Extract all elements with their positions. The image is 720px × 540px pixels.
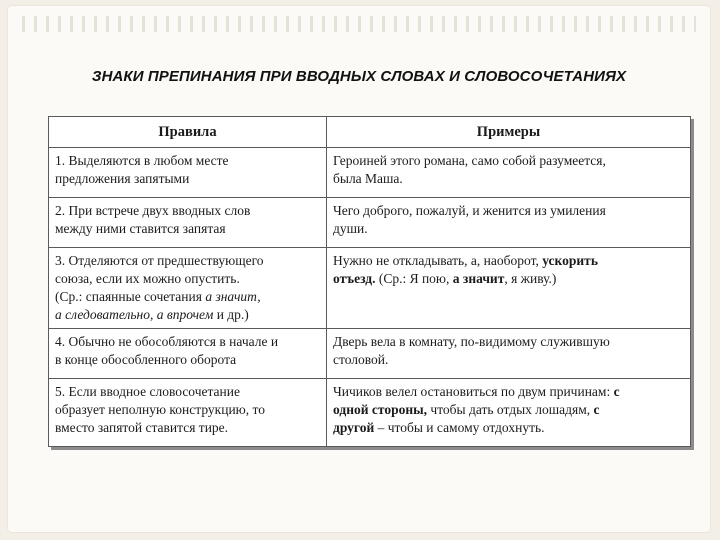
cell-text: ускорить: [542, 253, 598, 268]
table-row: [49, 148, 691, 198]
cell-text: 1. Выделяются в любом месте: [55, 153, 229, 168]
cell-line: [55, 401, 320, 419]
cell-line: [333, 401, 684, 419]
cell-line: [333, 152, 684, 170]
table-row: [49, 248, 691, 329]
cell-text: (Ср.: спаянные сочетания: [55, 289, 206, 304]
cell-line: [333, 252, 684, 270]
cell-text: 2. При встрече двух вводных слов: [55, 203, 251, 218]
cell-line: [55, 351, 320, 369]
cell-text: одной стороны,: [333, 402, 428, 417]
table-row: [49, 329, 691, 379]
rule-cell: [49, 329, 327, 379]
cell-text: (Ср.: Я пою,: [375, 271, 453, 286]
rule-cell: [49, 379, 327, 447]
cell-text: в конце обособленного оборота: [55, 352, 237, 367]
cell-line: [333, 170, 684, 188]
cell-line: [55, 383, 320, 401]
cell-text: союза, если их можно опустить.: [55, 271, 240, 286]
cell-text: между ними ставится запятая: [55, 221, 226, 236]
column-header-rules: Правила: [49, 117, 327, 148]
slide: [8, 6, 710, 532]
table-row: [49, 379, 691, 447]
cell-line: [55, 333, 320, 351]
cell-text: предложения запятыми: [55, 171, 190, 186]
page-title: ЗНАКИ ПРЕПИНАНИЯ ПРИ ВВОДНЫХ СЛОВАХ И СЛОВОСОЧЕТАНИЯХ: [91, 68, 627, 85]
cell-line: [333, 202, 684, 220]
cell-text: и др.): [213, 307, 249, 322]
cell-text: души.: [333, 221, 368, 236]
table-header-row: [49, 117, 691, 148]
cell-line: [55, 152, 320, 170]
cell-line: [333, 333, 684, 351]
cell-line: [55, 419, 320, 437]
cell-text: 5. Если вводное словосочетание: [55, 384, 240, 399]
cell-text: отъезд.: [333, 271, 376, 286]
example-cell: [327, 148, 691, 198]
cell-text: с: [613, 384, 620, 399]
cell-line: [333, 419, 684, 437]
cell-line: [333, 383, 684, 401]
cell-line: [55, 220, 320, 238]
cell-line: [55, 306, 320, 324]
rule-cell: [49, 248, 327, 329]
cell-text: – чтобы и самому отдохнуть.: [374, 420, 545, 435]
example-cell: [327, 248, 691, 329]
example-cell: [327, 379, 691, 447]
cell-line: [55, 270, 320, 288]
cell-line: [55, 252, 320, 270]
cell-text: другой: [333, 420, 375, 435]
rule-cell: [49, 148, 327, 198]
cell-text: а значит: [452, 271, 505, 286]
cell-text: с: [593, 402, 600, 417]
cell-text: Нужно не откладывать, а, наоборот,: [333, 253, 543, 268]
cell-line: [333, 351, 684, 369]
cell-text: Дверь вела в комнату, по-видимому служившую: [333, 334, 610, 349]
cell-line: [55, 288, 320, 306]
decorative-border: [22, 16, 696, 32]
cell-line: [333, 270, 684, 288]
column-header-examples: Примеры: [327, 117, 691, 148]
cell-text: , я живу.): [504, 271, 557, 286]
rules-table: [48, 116, 691, 447]
cell-text: 3. Отделяются от предшествующего: [55, 253, 264, 268]
rule-cell: [49, 198, 327, 248]
cell-text: была Маша.: [333, 171, 403, 186]
cell-text: Чего доброго, пожалуй, и женится из умиления: [333, 203, 606, 218]
cell-line: [55, 170, 320, 188]
cell-text: чтобы дать отдых лошадям,: [427, 402, 594, 417]
cell-text: 4. Обычно не обособляются в начале и: [55, 334, 279, 349]
cell-text: столовой.: [333, 352, 389, 367]
cell-text: вместо запятой ставится тире.: [55, 420, 229, 435]
cell-line: [333, 220, 684, 238]
cell-line: [55, 202, 320, 220]
cell-text: образует неполную конструкцию, то: [55, 402, 265, 417]
cell-text: Чичиков велел остановиться по двум причинам:: [333, 384, 614, 399]
example-cell: [327, 198, 691, 248]
cell-text: а следовательно, а впрочем: [55, 307, 214, 322]
cell-text: а значит,: [205, 289, 261, 304]
table-row: [49, 198, 691, 248]
example-cell: [327, 329, 691, 379]
cell-text: Героиней этого романа, само собой разумеется,: [333, 153, 606, 168]
